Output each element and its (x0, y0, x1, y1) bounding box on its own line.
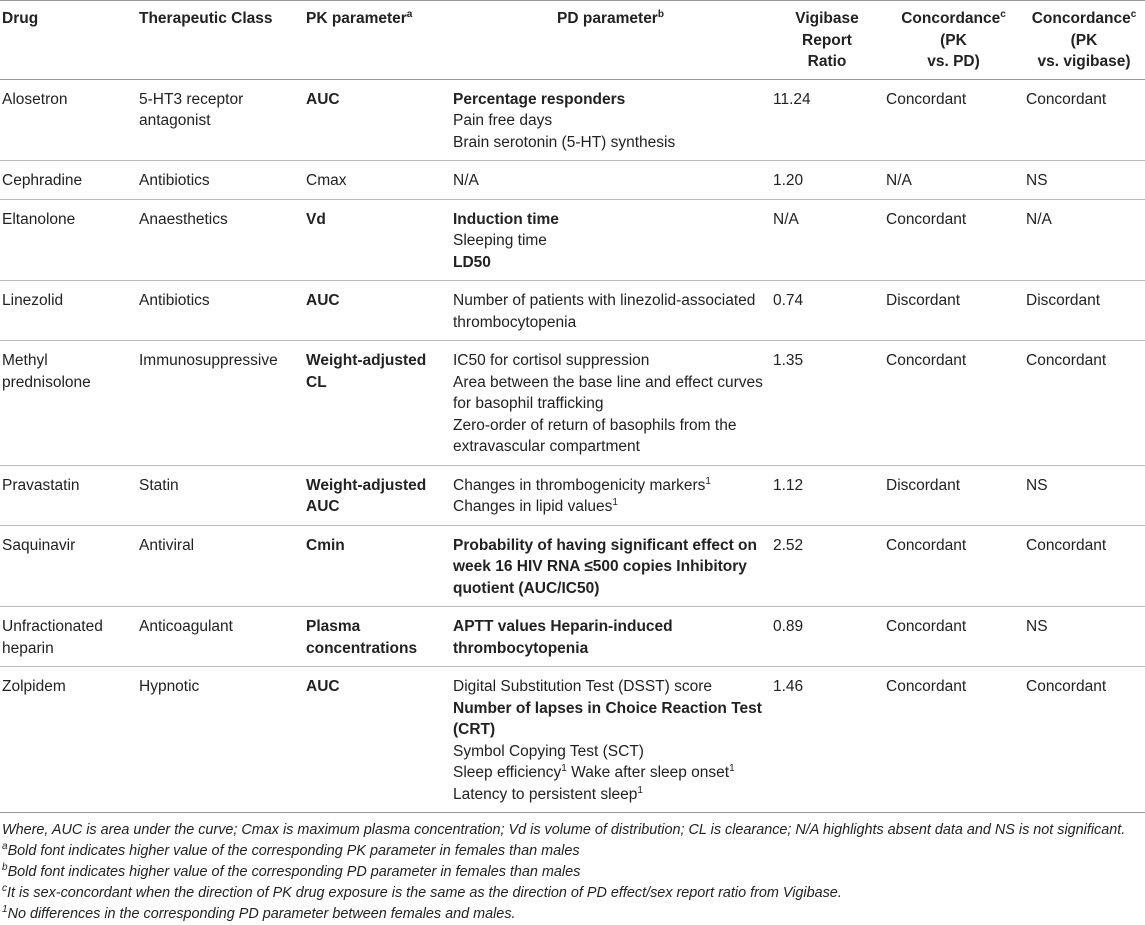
parameter-text: Area between the base line and effect curves for basophil trafficking (453, 373, 763, 412)
parameter-line (306, 350, 448, 393)
footnote-marker: a (2, 841, 8, 853)
parameter-line (453, 415, 768, 458)
cell-concordance-pk-vigibase (1024, 465, 1145, 525)
report-ratio: 0.74 (773, 292, 804, 309)
parameter-line (453, 230, 768, 252)
footnote-text: No differences in the corresponding PD parameter between females and males. (7, 906, 516, 922)
parameter-text: Number of patients with linezolid-associated thrombocytopenia (453, 292, 756, 331)
cell-pk-parameter (304, 465, 451, 525)
table-row (0, 79, 1145, 161)
cell-vigibase-ratio (771, 667, 884, 813)
parameter-line (453, 89, 768, 111)
cell-drug (0, 525, 137, 607)
footnote (2, 841, 1143, 862)
parameter-line (453, 741, 768, 763)
parameter-text: AUC (306, 90, 340, 108)
concordance-value: N/A (886, 172, 912, 189)
parameter-text: Weight-adjusted AUC (306, 476, 427, 515)
concordance-value: NS (1026, 476, 1048, 494)
therapeutic-class: 5-HT3 receptor antagonist (139, 90, 244, 129)
concordance-value: Discordant (886, 292, 961, 309)
header-vigibase-ratio: Vigibase Report Ratio (771, 1, 884, 80)
parameter-line (306, 535, 448, 557)
parameter-line (453, 132, 768, 154)
cell-drug (0, 281, 137, 341)
parameter-text: Latency to persistent sleep (453, 785, 638, 803)
concordance-value: Concordant (1026, 352, 1107, 369)
cell-therapeutic-class (137, 667, 304, 813)
parameter-text: Induction time (453, 210, 559, 228)
cell-concordance-pk-vigibase (1024, 667, 1145, 813)
parameter-line (453, 616, 768, 659)
footnote-text: It is sex-concordant when the direction of PK drug exposure is the same as the direction of PD effect/sex report ratio from Vigibase. (7, 885, 842, 901)
footnote-marker: 1 (637, 784, 643, 796)
report-ratio: 1.46 (773, 678, 804, 695)
cell-therapeutic-class (137, 199, 304, 281)
table-row (0, 465, 1145, 525)
parameter-text: Vd (306, 210, 326, 228)
cell-pk-parameter (304, 281, 451, 341)
parameter-line (306, 616, 448, 659)
therapeutic-class: Anaesthetics (139, 210, 228, 228)
parameter-text: AUC (306, 292, 340, 309)
report-ratio: N/A (773, 210, 799, 228)
parameter-text: Sleep efficiency (453, 764, 562, 781)
drug-name: Unfractionated heparin (2, 618, 103, 657)
parameter-line (453, 784, 768, 806)
footnote-text: Bold font indicates higher value of the corresponding PK parameter in females than males (7, 843, 580, 859)
parameter-text: Percentage responders (453, 90, 626, 108)
footnote-marker: c (1000, 8, 1006, 20)
parameter-text: Number of lapses in Choice Reaction Test (CRT) (453, 699, 762, 738)
cell-concordance-pk-vigibase (1024, 341, 1145, 466)
cell-concordance-pk-pd (884, 341, 1024, 466)
concordance-value: Concordant (1026, 678, 1107, 695)
concordance-value: Concordant (886, 536, 967, 554)
parameter-text: Weight-adjusted CL (306, 352, 427, 391)
cell-pk-parameter (304, 79, 451, 161)
cell-concordance-pk-pd (884, 607, 1024, 667)
cell-vigibase-ratio (771, 79, 884, 161)
cell-pk-parameter (304, 525, 451, 607)
cell-vigibase-ratio (771, 161, 884, 200)
concordance-value: Concordant (1026, 536, 1107, 554)
cell-concordance-pk-pd (884, 161, 1024, 200)
parameter-text: Cmin (306, 536, 345, 554)
cell-concordance-pk-vigibase (1024, 525, 1145, 607)
cell-concordance-pk-pd (884, 281, 1024, 341)
parameter-text: Changes in thrombogenicity markers (453, 476, 706, 494)
parameter-line (306, 290, 448, 312)
cell-pd-parameter (451, 341, 771, 466)
drug-name: Cephradine (2, 172, 83, 189)
parameter-line (453, 496, 768, 518)
cell-concordance-pk-vigibase (1024, 161, 1145, 200)
footnote-text: Where, AUC is area under the curve; Cmax is maximum plasma concentration; Vd is volume of distribution; CL is clearance; N/A highlights absent data and NS is not significant. (2, 822, 1126, 838)
parameter-text: APTT values Heparin-induced thrombocytopenia (453, 618, 673, 657)
footnote-marker: c (1130, 8, 1137, 20)
drug-name: Alosetron (2, 90, 68, 108)
parameter-text: Digital Substitution Test (DSST) score (453, 678, 713, 695)
therapeutic-class: Anticoagulant (139, 618, 233, 635)
parameter-text: AUC (306, 678, 340, 695)
parameter-line (453, 170, 768, 192)
therapeutic-class: Antibiotics (139, 172, 210, 189)
footnote-marker: b (2, 862, 8, 874)
cell-therapeutic-class (137, 161, 304, 200)
parameter-text: Zero-order of return of basophils from the extravascular compartment (453, 416, 737, 455)
cell-concordance-pk-pd (884, 525, 1024, 607)
drug-name: Linezolid (2, 292, 64, 309)
cell-pd-parameter (451, 281, 771, 341)
cell-concordance-pk-vigibase (1024, 199, 1145, 281)
cell-therapeutic-class (137, 525, 304, 607)
report-ratio: 0.89 (773, 618, 804, 635)
cell-drug (0, 199, 137, 281)
concordance-value: NS (1026, 618, 1048, 635)
parameter-text: Cmax (306, 172, 347, 189)
cell-therapeutic-class (137, 281, 304, 341)
cell-concordance-pk-vigibase (1024, 79, 1145, 161)
cell-concordance-pk-vigibase (1024, 281, 1145, 341)
cell-drug (0, 341, 137, 466)
report-ratio: 1.35 (773, 352, 804, 369)
therapeutic-class: Immunosuppressive (139, 352, 278, 369)
table-row (0, 667, 1145, 813)
cell-pd-parameter (451, 525, 771, 607)
drug-name: Methyl prednisolone (2, 352, 91, 391)
table-row (0, 281, 1145, 341)
concordance-value: Concordant (886, 90, 967, 108)
cell-pd-parameter (451, 161, 771, 200)
header-concordance-pk-pd: Concordance$^c$ (PK vs. PD) (884, 1, 1024, 80)
parameter-text: Pain free days (453, 112, 553, 129)
concordance-value: Concordant (886, 678, 967, 695)
parameter-line (453, 110, 768, 132)
concordance-value: Concordant (886, 618, 967, 635)
footnote-marker: 1 (2, 904, 8, 916)
parameter-text: N/A (453, 172, 479, 189)
table-row (0, 607, 1145, 667)
footnote-marker: c (2, 883, 7, 895)
parameter-line (306, 475, 448, 518)
footnote-marker: b (657, 8, 664, 20)
cell-concordance-pk-pd (884, 667, 1024, 813)
cell-pk-parameter (304, 667, 451, 813)
parameter-text: Symbol Copying Test (SCT) (453, 742, 644, 760)
table-row (0, 199, 1145, 281)
parameter-line (453, 535, 768, 600)
parameter-line (306, 676, 448, 698)
cell-drug (0, 79, 137, 161)
footnote-text: Bold font indicates higher value of the corresponding PD parameter in females than males (7, 864, 581, 880)
concordance-value: Concordant (886, 352, 967, 369)
header-pd-parameter: PD parameter$^b$ (451, 1, 771, 80)
concordance-value: Discordant (886, 476, 961, 494)
therapeutic-class: Hypnotic (139, 678, 200, 695)
cell-drug (0, 607, 137, 667)
drug-name: Pravastatin (2, 476, 80, 494)
cell-concordance-pk-pd (884, 465, 1024, 525)
cell-pd-parameter (451, 465, 771, 525)
parameter-line (453, 290, 768, 333)
footnote (2, 904, 1143, 925)
parameter-line (306, 170, 448, 192)
parameter-text: Changes in lipid values (453, 498, 613, 515)
parameter-line (453, 372, 768, 415)
parameter-line (453, 252, 768, 274)
parameter-line (453, 209, 768, 231)
report-ratio: 1.12 (773, 476, 804, 494)
header-drug: Drug (0, 1, 137, 80)
parameter-text: Sleeping time (453, 232, 547, 249)
table-row (0, 161, 1145, 200)
table-row (0, 341, 1145, 466)
parameter-text: LD50 (453, 253, 491, 271)
concordance-value: Concordant (886, 210, 967, 228)
drug-name: Eltanolone (2, 210, 76, 228)
cell-pk-parameter (304, 161, 451, 200)
cell-pd-parameter (451, 667, 771, 813)
table-header (0, 1, 1145, 80)
concordance-value: N/A (1026, 210, 1052, 228)
parameter-text: Probability of having significant effect on week 16 HIV RNA ≤500 copies Inhibitory quotient (AUC/IC50) (453, 536, 757, 597)
cell-therapeutic-class (137, 341, 304, 466)
cell-pk-parameter (304, 607, 451, 667)
parameter-text: Brain serotonin (5-HT) synthesis (453, 133, 676, 151)
parameter-line (453, 762, 768, 784)
parameter-line (453, 475, 768, 497)
footnote (2, 820, 1143, 841)
parameter-line (453, 698, 768, 741)
cell-drug (0, 667, 137, 813)
footnote-marker: 1 (612, 496, 618, 508)
table-body (0, 79, 1145, 813)
parameter-text: IC50 for cortisol suppression (453, 352, 650, 369)
report-ratio: 2.52 (773, 536, 804, 554)
therapeutic-class: Statin (139, 476, 179, 494)
parameter-text: Wake after sleep onset (566, 764, 730, 781)
parameter-line (306, 209, 448, 231)
therapeutic-class: Antiviral (139, 536, 195, 554)
report-ratio: 11.24 (773, 90, 811, 108)
cell-vigibase-ratio (771, 465, 884, 525)
cell-therapeutic-class (137, 607, 304, 667)
drug-name: Zolpidem (2, 678, 66, 695)
cell-vigibase-ratio (771, 341, 884, 466)
parameter-text: Plasma concentrations (306, 618, 418, 657)
parameter-line (306, 89, 448, 111)
concordance-value: Discordant (1026, 292, 1101, 309)
footnote-marker: 1 (561, 762, 567, 774)
header-therapeutic-class: Therapeutic Class (137, 1, 304, 80)
cell-drug (0, 161, 137, 200)
cell-concordance-pk-vigibase (1024, 607, 1145, 667)
cell-concordance-pk-pd (884, 79, 1024, 161)
cell-concordance-pk-pd (884, 199, 1024, 281)
cell-vigibase-ratio (771, 281, 884, 341)
therapeutic-class: Antibiotics (139, 292, 210, 309)
report-ratio: 1.20 (773, 172, 804, 189)
footnote-marker: 1 (705, 475, 711, 487)
cell-drug (0, 465, 137, 525)
parameter-line (453, 676, 768, 698)
cell-vigibase-ratio (771, 525, 884, 607)
table-footnotes (0, 813, 1145, 925)
drug-name: Saquinavir (2, 536, 76, 554)
cell-vigibase-ratio (771, 199, 884, 281)
concordance-value: NS (1026, 172, 1048, 189)
cell-pd-parameter (451, 199, 771, 281)
cell-pd-parameter (451, 607, 771, 667)
parameter-line (453, 350, 768, 372)
table-row (0, 525, 1145, 607)
header-pk-parameter: PK parameter$^a$ (304, 1, 451, 80)
concordance-value: Concordant (1026, 90, 1107, 108)
cell-therapeutic-class (137, 465, 304, 525)
cell-therapeutic-class (137, 79, 304, 161)
cell-pk-parameter (304, 199, 451, 281)
header-concordance-pk-vigibase: Concordance$^c$ (PK vs. vigibase) (1024, 1, 1145, 80)
cell-pd-parameter (451, 79, 771, 161)
footnote (2, 883, 1143, 904)
cell-pk-parameter (304, 341, 451, 466)
footnote-marker: a (406, 8, 413, 20)
footnote-marker: 1 (729, 762, 735, 774)
footnote (2, 862, 1143, 883)
cell-vigibase-ratio (771, 607, 884, 667)
